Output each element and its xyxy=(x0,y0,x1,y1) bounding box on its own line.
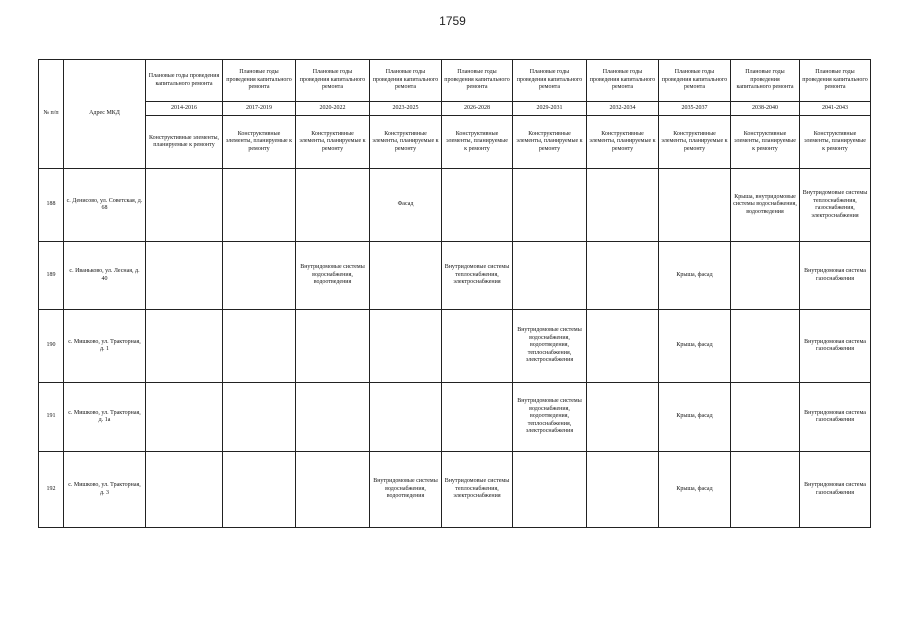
repair-cell xyxy=(442,310,513,383)
header-row-plan xyxy=(39,60,871,102)
repair-cell: Внутридомовые системы теплоснабжения, электроснабжения xyxy=(442,452,513,528)
repair-cell xyxy=(146,310,223,383)
repair-cell: Внутридомовые системы теплоснабжения, газоснабжения, электроснабжения xyxy=(800,169,871,242)
repair-cell xyxy=(587,383,659,452)
elements-header: Конструктивные элементы, планируемые к ремонту xyxy=(587,116,659,169)
repair-cell: Крыша, фасад xyxy=(659,310,731,383)
row-number: 188 xyxy=(39,169,64,242)
repair-cell xyxy=(731,242,800,310)
repair-cell xyxy=(296,310,370,383)
capital-repair-plan-table xyxy=(38,59,871,528)
elements-header: Конструктивные элементы, планируемые к ремонту xyxy=(442,116,513,169)
repair-cell xyxy=(587,452,659,528)
repair-cell xyxy=(370,310,442,383)
repair-cell xyxy=(513,242,587,310)
period-header: 2041-2043 xyxy=(800,102,871,116)
row-address: с. Денисово, ул. Советская, д. 68 xyxy=(64,169,146,242)
plan-years-header: Плановые годы проведения капитального ремонта xyxy=(513,60,587,102)
repair-cell xyxy=(442,383,513,452)
period-header: 2026-2028 xyxy=(442,102,513,116)
repair-cell xyxy=(587,169,659,242)
repair-cell xyxy=(513,169,587,242)
repair-cell: Внутридомовая система газоснабжения xyxy=(800,242,871,310)
period-header: 2035-2037 xyxy=(659,102,731,116)
header-row-periods xyxy=(39,102,871,116)
repair-cell xyxy=(223,383,296,452)
header-row-elements xyxy=(39,116,871,169)
row-number: 189 xyxy=(39,242,64,310)
table-row xyxy=(39,169,871,242)
row-address: с. Мишково, ул. Тракторная, д. 1а xyxy=(64,383,146,452)
repair-cell: Внутридомовые системы теплоснабжения, электроснабжения xyxy=(442,242,513,310)
table-body xyxy=(39,169,871,528)
table-row xyxy=(39,242,871,310)
column-header-address: Адрес МКД xyxy=(64,60,146,169)
repair-cell xyxy=(587,242,659,310)
page-number: 1759 xyxy=(439,14,466,28)
repair-cell xyxy=(296,452,370,528)
row-address: с. Мишково, ул. Тракторная, д. 1 xyxy=(64,310,146,383)
elements-header: Конструктивные элементы, планируемые к ремонту xyxy=(223,116,296,169)
repair-cell: Крыша, внутридомовые системы водоснабжения, водоотведения xyxy=(731,169,800,242)
table-row xyxy=(39,452,871,528)
row-number: 190 xyxy=(39,310,64,383)
plan-years-header: Плановые годы проведения капитального ремонта xyxy=(146,60,223,102)
table-header xyxy=(39,60,871,169)
repair-cell: Фасад xyxy=(370,169,442,242)
elements-header: Конструктивные элементы, планируемые к ремонту xyxy=(146,116,223,169)
period-header: 2029-2031 xyxy=(513,102,587,116)
elements-header: Конструктивные элементы, планируемые к ремонту xyxy=(659,116,731,169)
repair-cell xyxy=(587,310,659,383)
repair-cell xyxy=(146,242,223,310)
repair-cell xyxy=(146,169,223,242)
row-number: 191 xyxy=(39,383,64,452)
period-header: 2014-2016 xyxy=(146,102,223,116)
plan-years-header: Плановые годы проведения капитального ремонта xyxy=(223,60,296,102)
column-header-number: № п/п xyxy=(39,60,64,169)
period-header: 2017-2019 xyxy=(223,102,296,116)
plan-years-header: Плановые годы проведения капитального ремонта xyxy=(659,60,731,102)
repair-cell: Внутридомовые системы водоснабжения, водоотведения, теплоснабжения, электроснабжения xyxy=(513,310,587,383)
repair-cell xyxy=(223,452,296,528)
repair-cell: Крыша, фасад xyxy=(659,242,731,310)
repair-cell xyxy=(296,169,370,242)
period-header: 2023-2025 xyxy=(370,102,442,116)
repair-cell: Внутридомовые системы водоснабжения, водоотведения xyxy=(370,452,442,528)
repair-cell: Внутридомовая система газоснабжения xyxy=(800,383,871,452)
repair-cell xyxy=(731,310,800,383)
table-row xyxy=(39,310,871,383)
repair-cell xyxy=(659,169,731,242)
plan-years-header: Плановые годы проведения капитального ремонта xyxy=(731,60,800,102)
repair-cell xyxy=(146,383,223,452)
row-address: с. Иваньково, ул. Лесная, д. 40 xyxy=(64,242,146,310)
period-header: 2038-2040 xyxy=(731,102,800,116)
period-header: 2032-2034 xyxy=(587,102,659,116)
table-row xyxy=(39,383,871,452)
period-header: 2020-2022 xyxy=(296,102,370,116)
repair-cell xyxy=(296,383,370,452)
elements-header: Конструктивные элементы, планируемые к ремонту xyxy=(731,116,800,169)
elements-header: Конструктивные элементы, планируемые к ремонту xyxy=(370,116,442,169)
repair-cell: Внутридомовые системы водоснабжения, водоотведения xyxy=(296,242,370,310)
repair-cell xyxy=(731,452,800,528)
repair-cell xyxy=(146,452,223,528)
elements-header: Конструктивные элементы, планируемые к ремонту xyxy=(513,116,587,169)
repair-cell xyxy=(513,452,587,528)
plan-years-header: Плановые годы проведения капитального ремонта xyxy=(370,60,442,102)
elements-header: Конструктивные элементы, планируемые к ремонту xyxy=(296,116,370,169)
elements-header: Конструктивные элементы, планируемые к ремонту xyxy=(800,116,871,169)
repair-cell: Внутридомовая система газоснабжения xyxy=(800,452,871,528)
row-number: 192 xyxy=(39,452,64,528)
repair-cell: Внутридомовые системы водоснабжения, водоотведения, теплоснабжения, электроснабжения xyxy=(513,383,587,452)
plan-years-header: Плановые годы проведения капитального ремонта xyxy=(587,60,659,102)
repair-cell: Крыша, фасад xyxy=(659,452,731,528)
repair-cell xyxy=(442,169,513,242)
repair-cell xyxy=(370,383,442,452)
repair-cell: Крыша, фасад xyxy=(659,383,731,452)
repair-cell xyxy=(370,242,442,310)
row-address: с. Мишково, ул. Тракторная, д. 3 xyxy=(64,452,146,528)
repair-cell xyxy=(223,242,296,310)
plan-years-header: Плановые годы проведения капитального ремонта xyxy=(296,60,370,102)
repair-cell xyxy=(731,383,800,452)
plan-years-header: Плановые годы проведения капитального ремонта xyxy=(442,60,513,102)
repair-cell xyxy=(223,310,296,383)
repair-cell xyxy=(223,169,296,242)
repair-cell: Внутридомовая система газоснабжения xyxy=(800,310,871,383)
plan-years-header: Плановые годы проведения капитального ремонта xyxy=(800,60,871,102)
